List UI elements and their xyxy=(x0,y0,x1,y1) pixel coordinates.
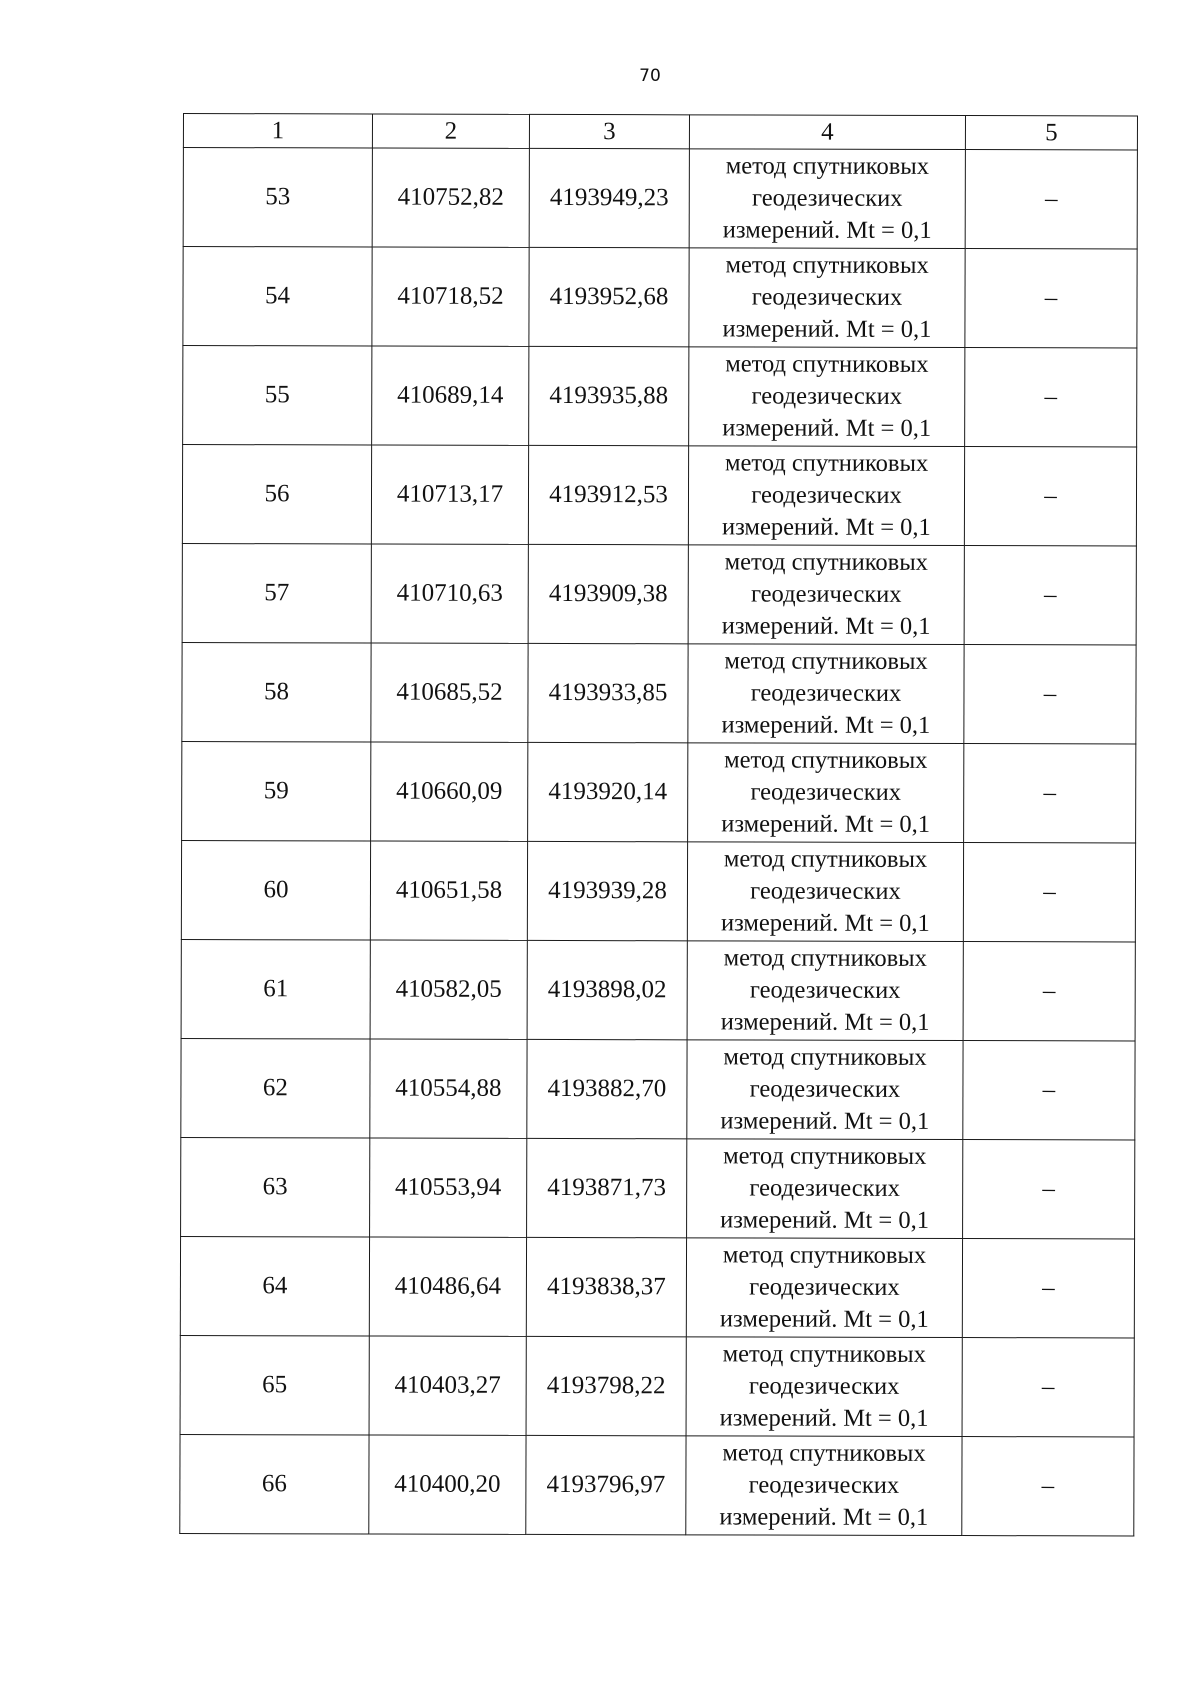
table-row xyxy=(183,247,1137,348)
method-text-line-3: измерений. Mt = 0,1 xyxy=(720,909,930,937)
table-row xyxy=(180,1335,1134,1436)
table-row xyxy=(183,346,1137,447)
point-number-cell: 54 xyxy=(183,247,372,346)
y-coordinate-cell: 4193949,23 xyxy=(529,148,689,247)
point-number-cell: 56 xyxy=(182,445,371,544)
method-text-line-3: измерений. Mt = 0,1 xyxy=(720,1008,930,1036)
method-text-line-1: метод спутниковых xyxy=(723,1142,927,1170)
method-text-line-2: геодезических xyxy=(749,976,901,1004)
method-text-line-1: метод спутниковых xyxy=(722,1241,927,1269)
method-text-line-1: метод спутниковых xyxy=(723,845,928,873)
point-number-cell: 57 xyxy=(182,543,371,642)
note-cell: – xyxy=(963,1140,1135,1239)
y-coordinate-cell: 4193912,53 xyxy=(528,445,688,544)
method-text-line-1: метод спутниковых xyxy=(724,647,928,675)
x-coordinate-cell: 410403,27 xyxy=(369,1336,526,1435)
method-cell xyxy=(687,1040,963,1140)
x-coordinate-cell: 410710,63 xyxy=(371,544,528,643)
method-text-line-3: измерений. Mt = 0,1 xyxy=(719,1404,929,1432)
method-cell xyxy=(688,644,964,744)
method-text-line-1: метод спутниковых xyxy=(723,1043,927,1071)
table-row xyxy=(182,543,1136,644)
table-row xyxy=(182,741,1136,842)
x-coordinate-cell: 410685,52 xyxy=(371,643,528,742)
y-coordinate-cell: 4193935,88 xyxy=(529,346,689,445)
method-text-line-3: измерений. Mt = 0,1 xyxy=(720,1206,930,1234)
method-cell xyxy=(686,1436,962,1536)
point-number-cell: 58 xyxy=(182,642,371,741)
method-cell xyxy=(688,545,964,645)
x-coordinate-cell: 410582,05 xyxy=(370,940,527,1039)
x-coordinate-cell: 410713,17 xyxy=(371,445,528,544)
table-row xyxy=(181,1038,1135,1139)
method-text-line-2: геодезических xyxy=(750,877,901,905)
note-cell: – xyxy=(965,150,1137,249)
table-row xyxy=(183,148,1137,249)
method-text-line-3: измерений. Mt = 0,1 xyxy=(721,711,931,739)
method-cell xyxy=(689,248,965,348)
page-number: 70 xyxy=(639,66,661,86)
method-text-line-2: геодезических xyxy=(751,481,902,509)
y-coordinate-cell: 4193796,97 xyxy=(526,1435,686,1534)
x-coordinate-cell: 410660,09 xyxy=(371,742,528,841)
y-coordinate-cell: 4193838,37 xyxy=(526,1237,686,1336)
column-header-3: 3 xyxy=(529,114,689,148)
method-text-line-2: геодезических xyxy=(748,1372,900,1400)
method-text-line-3: измерений. Mt = 0,1 xyxy=(719,1305,929,1333)
x-coordinate-cell: 410400,20 xyxy=(369,1435,526,1534)
method-text-line-3: измерений. Mt = 0,1 xyxy=(721,810,931,838)
point-number-cell: 60 xyxy=(181,840,370,939)
method-text-line-2: геодезических xyxy=(751,283,903,311)
point-number-cell: 53 xyxy=(183,148,372,247)
method-text-line-1: метод спутниковых xyxy=(724,746,928,774)
note-cell: – xyxy=(963,843,1135,942)
x-coordinate-cell: 410553,94 xyxy=(370,1138,527,1237)
y-coordinate-cell: 4193898,02 xyxy=(527,940,687,1039)
method-cell xyxy=(686,1238,962,1338)
x-coordinate-cell: 410752,82 xyxy=(372,148,529,247)
y-coordinate-cell: 4193871,73 xyxy=(527,1138,687,1237)
method-cell xyxy=(689,149,965,249)
y-coordinate-cell: 4193882,70 xyxy=(527,1039,687,1138)
method-cell xyxy=(686,1337,962,1437)
method-text-line-3: измерений. Mt = 0,1 xyxy=(719,1503,929,1531)
method-text-line-2: геодезических xyxy=(749,1273,900,1301)
y-coordinate-cell: 4193798,22 xyxy=(526,1336,686,1435)
method-text-line-1: метод спутниковых xyxy=(725,350,929,378)
method-text-line-3: измерений. Mt = 0,1 xyxy=(722,414,932,442)
method-text-line-1: метод спутниковых xyxy=(722,1340,926,1368)
note-cell: – xyxy=(965,249,1137,348)
table-header-row xyxy=(183,114,1137,150)
note-cell: – xyxy=(962,1437,1134,1536)
method-text-line-3: измерений. Mt = 0,1 xyxy=(720,1107,930,1135)
method-text-line-2: геодезических xyxy=(749,1075,901,1103)
method-text-line-3: измерений. Mt = 0,1 xyxy=(722,216,932,244)
column-header-4: 4 xyxy=(689,115,965,150)
x-coordinate-cell: 410554,88 xyxy=(370,1039,527,1138)
table-body xyxy=(180,148,1138,1536)
method-text-line-1: метод спутниковых xyxy=(723,944,927,972)
method-text-line-3: измерений. Mt = 0,1 xyxy=(721,513,931,541)
point-number-cell: 66 xyxy=(180,1434,369,1533)
method-text-line-1: метод спутниковых xyxy=(724,449,929,477)
method-text-line-2: геодезических xyxy=(748,1471,900,1499)
y-coordinate-cell: 4193939,28 xyxy=(527,841,687,940)
method-text-line-2: геодезических xyxy=(750,580,902,608)
method-text-line-1: метод спутниковых xyxy=(725,251,929,279)
table-row xyxy=(181,939,1135,1040)
point-number-cell: 61 xyxy=(181,939,370,1038)
method-text-line-2: геодезических xyxy=(751,184,903,212)
y-coordinate-cell: 4193952,68 xyxy=(529,247,689,346)
method-text-line-2: геодезических xyxy=(750,778,902,806)
method-text-line-1: метод спутниковых xyxy=(725,152,930,180)
method-text-line-3: измерений. Mt = 0,1 xyxy=(722,315,932,343)
method-text-line-1: метод спутниковых xyxy=(722,1439,926,1467)
note-cell: – xyxy=(963,942,1135,1041)
note-cell: – xyxy=(964,744,1136,843)
method-text-line-2: геодезических xyxy=(749,1174,900,1202)
method-cell xyxy=(689,347,965,447)
method-text-line-1: метод спутниковых xyxy=(724,548,928,576)
column-header-5: 5 xyxy=(965,116,1137,150)
point-number-cell: 55 xyxy=(183,346,372,445)
method-cell xyxy=(687,1139,963,1239)
method-cell xyxy=(687,842,963,942)
point-number-cell: 64 xyxy=(180,1236,369,1335)
note-cell: – xyxy=(963,1041,1135,1140)
x-coordinate-cell: 410651,58 xyxy=(370,841,527,940)
table-row xyxy=(182,445,1136,546)
y-coordinate-cell: 4193920,14 xyxy=(528,742,688,841)
method-cell xyxy=(688,446,964,546)
point-number-cell: 59 xyxy=(182,741,371,840)
table-row xyxy=(180,1434,1134,1535)
method-text-line-2: геодезических xyxy=(750,679,902,707)
note-cell: – xyxy=(964,447,1136,546)
note-cell: – xyxy=(964,645,1136,744)
note-cell: – xyxy=(962,1239,1134,1338)
y-coordinate-cell: 4193909,38 xyxy=(528,544,688,643)
method-cell xyxy=(688,743,964,843)
x-coordinate-cell: 410718,52 xyxy=(372,247,529,346)
x-coordinate-cell: 410689,14 xyxy=(372,346,529,445)
column-header-1: 1 xyxy=(183,114,372,148)
note-cell: – xyxy=(965,348,1137,447)
table-row xyxy=(181,840,1135,941)
coordinates-table xyxy=(179,113,1138,1536)
method-text-line-3: измерений. Mt = 0,1 xyxy=(721,612,931,640)
note-cell: – xyxy=(962,1338,1134,1437)
point-number-cell: 62 xyxy=(181,1038,370,1137)
column-header-2: 2 xyxy=(372,114,529,148)
method-cell xyxy=(687,941,963,1041)
table-row xyxy=(182,642,1136,743)
point-number-cell: 63 xyxy=(181,1137,370,1236)
y-coordinate-cell: 4193933,85 xyxy=(528,643,688,742)
method-text-line-2: геодезических xyxy=(751,382,903,410)
note-cell: – xyxy=(964,546,1136,645)
point-number-cell: 65 xyxy=(180,1335,369,1434)
x-coordinate-cell: 410486,64 xyxy=(369,1237,526,1336)
table-row xyxy=(181,1137,1135,1238)
table-row xyxy=(180,1236,1134,1337)
